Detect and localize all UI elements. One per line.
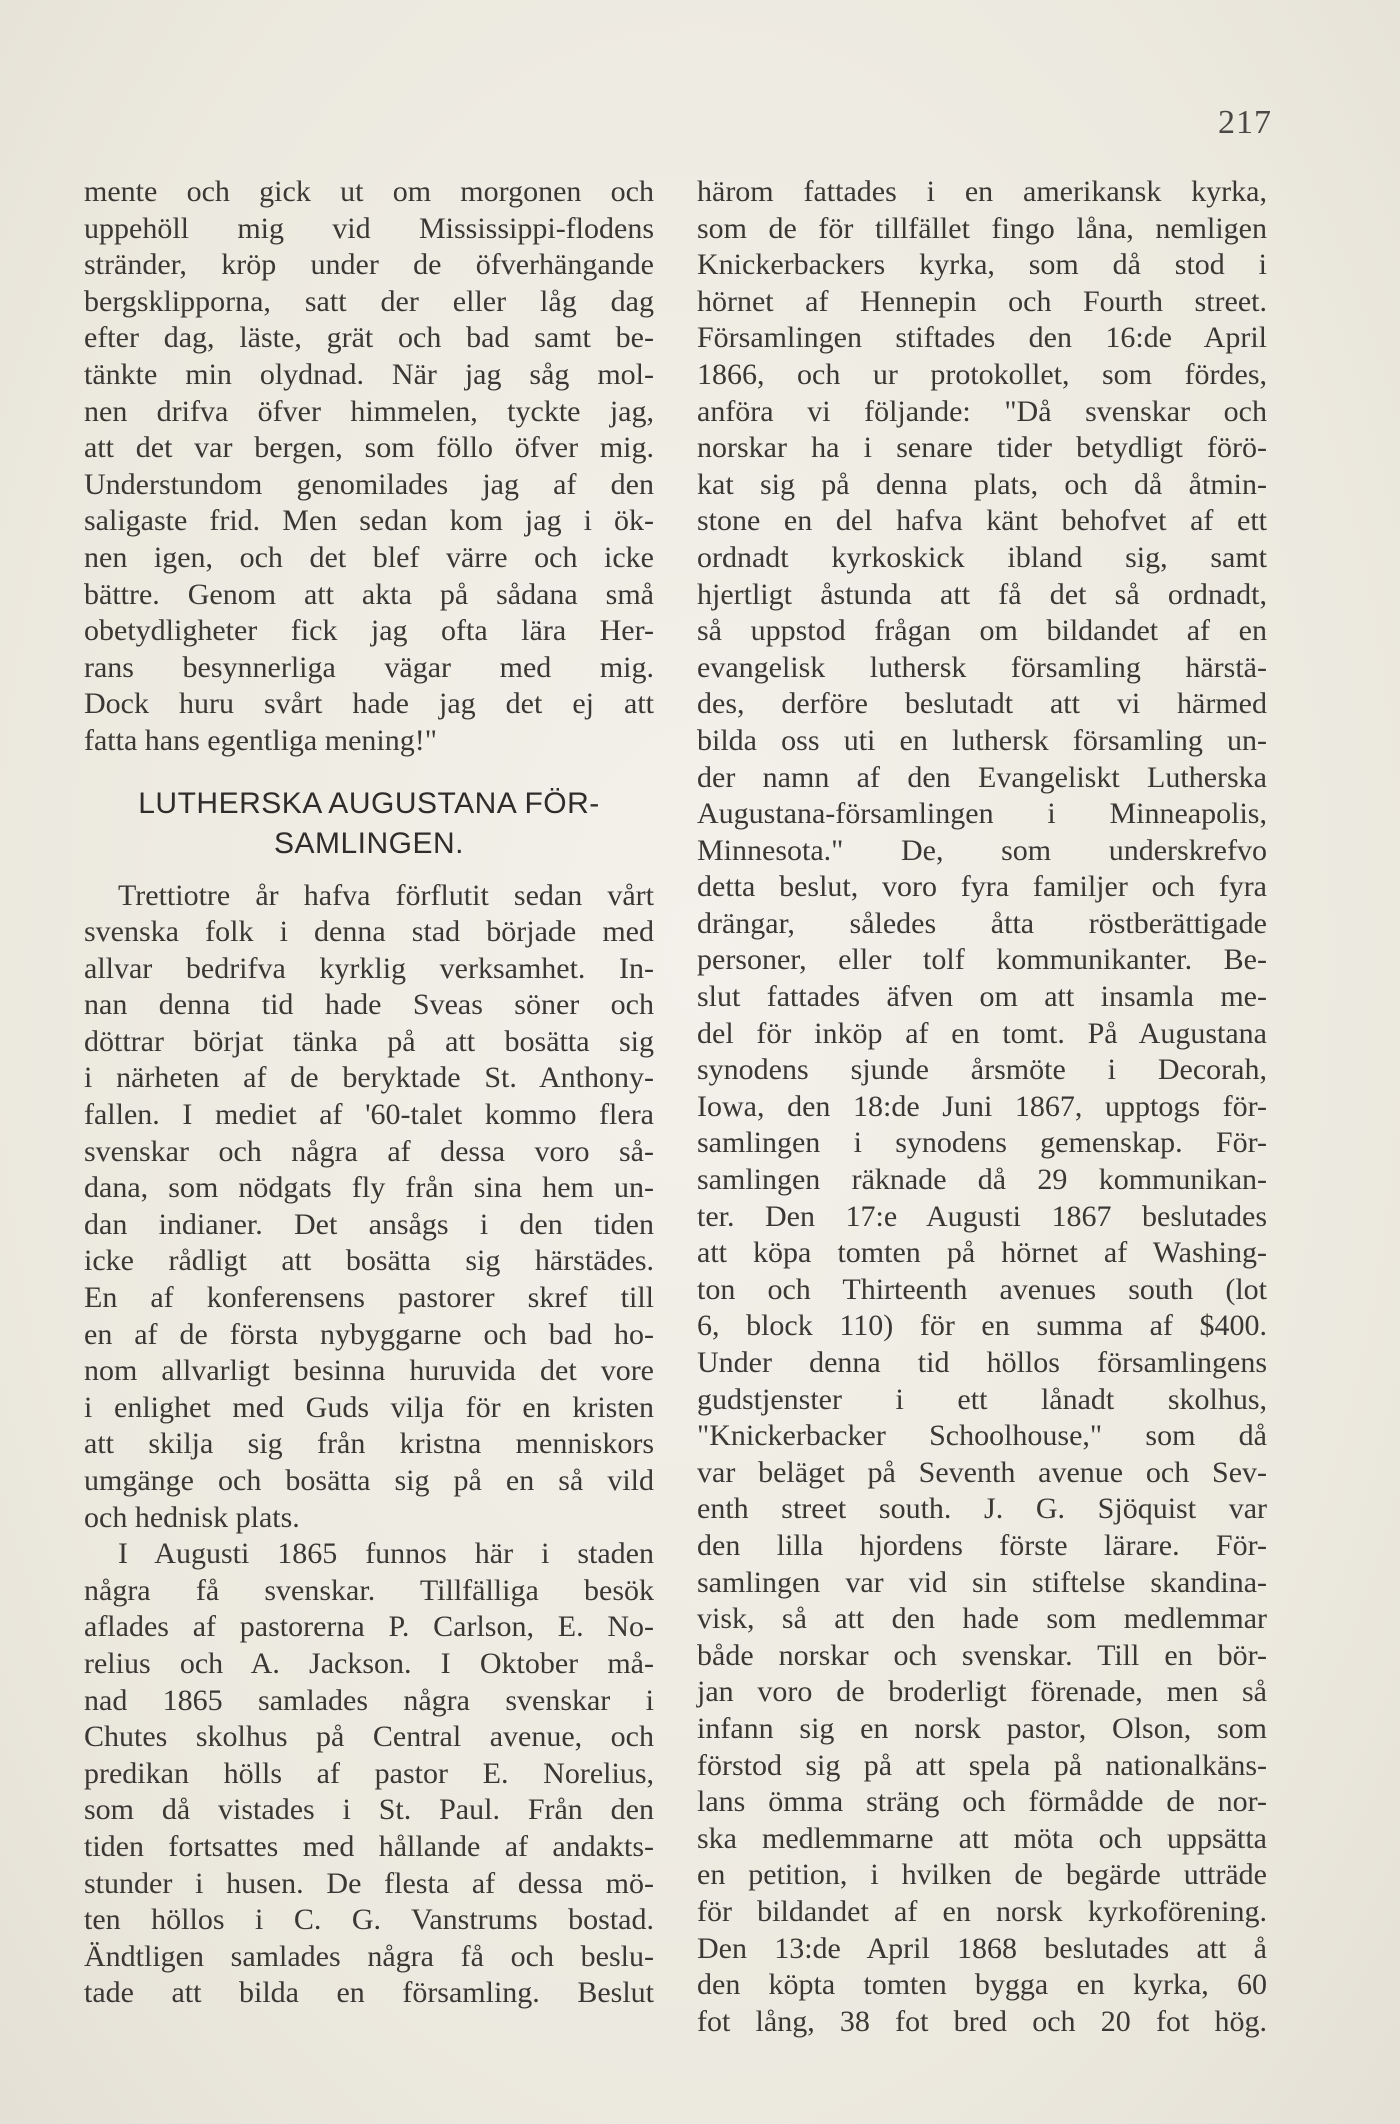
- text-line: ton och Thirteenth avenues south (lot: [697, 1272, 1267, 1306]
- text-line: Ändtligen samlades några få och beslu-: [84, 1939, 654, 1973]
- text-line: bättre. Genom att akta på sådana små: [84, 577, 654, 611]
- text-line: obetydligheter fick jag ofta lära Her-: [84, 614, 654, 648]
- section-heading-line-1: LUTHERSKA AUGUSTANA FÖR-: [138, 786, 600, 820]
- text-line: stunder i husen. De flesta af dessa mö-: [84, 1866, 654, 1900]
- text-line: Understundom genomilades jag af den: [84, 467, 654, 501]
- text-line: härom fattades i en amerikansk kyrka,: [697, 175, 1267, 208]
- text-line: evangelisk luthersk församling härstä-: [697, 650, 1267, 684]
- text-line: personer, eller tolf kommunikanter. Be-: [697, 943, 1267, 977]
- text-line: var beläget på Seventh avenue och Sev-: [697, 1455, 1267, 1489]
- text-line: anföra vi följande: "Då svenskar och: [697, 394, 1267, 428]
- text-line: Iowa, den 18:de Juni 1867, upptogs för-: [697, 1089, 1267, 1123]
- text-line: detta beslut, voro fyra familjer och fyra: [697, 870, 1267, 904]
- text-line: att skilja sig från kristna menniskors: [84, 1427, 654, 1461]
- text-line: hörnet af Hennepin och Fourth street.: [697, 284, 1267, 318]
- paragraph-2: [84, 1536, 654, 2012]
- text-line: hjertligt åstunda att få det så ordnadt,: [697, 577, 1267, 611]
- right-column-text: [697, 174, 1267, 2040]
- text-line: några få svenskar. Tillfälliga besök: [84, 1573, 654, 1607]
- text-line: fallen. I mediet af '60-talet kommo flera: [84, 1098, 654, 1132]
- text-line: 6, block 110) för en summa af $400.: [697, 1309, 1267, 1343]
- text-line: der namn af den Evangeliskt Lutherska: [697, 760, 1267, 794]
- text-line: Trettiotre år hafva förflutit sedan vårt: [118, 878, 654, 912]
- text-line: "Knickerbacker Schoolhouse," som då: [697, 1419, 1267, 1453]
- text-line: nad 1865 samlades några svenskar i: [84, 1683, 654, 1717]
- text-line: att köpa tomten på hörnet af Washing-: [697, 1236, 1267, 1270]
- text-line: efter dag, läste, grät och bad samt be-: [84, 321, 654, 355]
- text-line: uppehöll mig vid Mississippi-flodens: [84, 211, 654, 245]
- text-line: icke rådligt att bosätta sig härstädes.: [84, 1244, 654, 1278]
- page-number: 217: [1218, 104, 1272, 141]
- text-line: döttrar börjat tänka på att bosätta sig: [84, 1024, 654, 1058]
- text-line: tiden fortsattes med hållande af andakts-: [84, 1829, 654, 1863]
- text-line: nen drifva öfver himmelen, tyckte jag,: [84, 394, 654, 428]
- text-line: des, derföre beslutadt att vi härmed: [697, 687, 1267, 721]
- section-heading-line-2: SAMLINGEN.: [273, 826, 465, 860]
- text-line: för bildandet af en norsk kyrkoförening.: [697, 1894, 1267, 1928]
- text-line: den lilla hjordens förste lärare. För-: [697, 1528, 1267, 1562]
- intro-paragraph: [84, 174, 654, 760]
- text-line: lans ömma sträng och förmådde de nor-: [697, 1785, 1267, 1819]
- text-line: 1866, och ur protokollet, som fördes,: [697, 357, 1267, 391]
- text-line: gudstjenster i ett lånadt skolhus,: [697, 1382, 1267, 1416]
- text-line: Chutes skolhus på Central avenue, och: [84, 1720, 654, 1754]
- text-line: ordnadt kyrkoskick ibland sig, samt: [697, 540, 1267, 574]
- text-line: samlingen var vid sin stiftelse skandina-: [697, 1565, 1267, 1599]
- text-line: ten höllos i C. G. Vanstrums bostad.: [84, 1903, 654, 1937]
- text-line: kat sig på denna plats, och då åtmin-: [697, 467, 1267, 501]
- text-line: del för inköp af en tomt. På Augustana: [697, 1016, 1267, 1050]
- text-line: dana, som nödgats fly från sina hem un-: [84, 1171, 654, 1205]
- text-line: jan voro de broderligt förenade, men så: [697, 1675, 1267, 1709]
- paragraph-1: [84, 878, 654, 1537]
- text-line: enth street south. J. G. Sjöquist var: [697, 1492, 1267, 1526]
- text-line: allvar bedrifva kyrklig verksamhet. In-: [84, 951, 654, 985]
- right-column: [697, 174, 1267, 2040]
- text-line: tade att bilda en församling. Beslut: [84, 1976, 654, 2010]
- text-line: Minnesota." De, som underskrefvo: [697, 833, 1267, 867]
- text-line: nen igen, och det blef värre och icke: [84, 540, 654, 574]
- text-line: bilda oss uti en luthersk församling un-: [697, 723, 1267, 757]
- text-line: En af konferensens pastorer skref till: [84, 1281, 654, 1315]
- text-line: infann sig en norsk pastor, Olson, som: [697, 1711, 1267, 1745]
- text-line: Församlingen stiftades den 16:de April: [697, 321, 1267, 355]
- text-line: nom allvarligt besinna huruvida det vore: [84, 1354, 654, 1388]
- text-line: svenska folk i denna stad började med: [84, 915, 654, 949]
- text-line: umgänge och bosätta sig på en så vild: [84, 1464, 654, 1497]
- text-line: som de för tillfället fingo låna, nemligen: [697, 211, 1267, 245]
- text-line: och hednisk plats.: [84, 1500, 300, 1534]
- text-line: ter. Den 17:e Augusti 1867 beslutades: [697, 1199, 1267, 1233]
- text-line: fot lång, 38 fot bred och 20 fot hög.: [697, 2004, 1267, 2038]
- left-column: [84, 174, 654, 2012]
- text-line: samlingen räknade då 29 kommunikan-: [697, 1163, 1267, 1197]
- text-line: nan denna tid hade Sveas söner och: [84, 988, 654, 1022]
- text-line: i närheten af de beryktade St. Anthony-: [84, 1061, 654, 1095]
- text-line: den köpta tomten bygga en kyrka, 60: [697, 1968, 1267, 2002]
- text-line: predikan hölls af pastor E. Norelius,: [84, 1756, 654, 1790]
- text-line: både norskar och svenskar. Till en bör-: [697, 1638, 1267, 1672]
- text-line: som då vistades i St. Paul. Från den: [84, 1793, 654, 1827]
- text-line: norskar ha i senare tider betydligt förö-: [697, 431, 1267, 465]
- text-line: synodens sjunde årsmöte i Decorah,: [697, 1053, 1267, 1087]
- text-line: stone en del hafva känt behofvet af ett: [697, 504, 1267, 538]
- text-line: ska medlemmarne att möta och uppsätta: [697, 1821, 1267, 1855]
- text-line: Knickerbackers kyrka, som då stod i: [697, 248, 1267, 282]
- text-line: Under denna tid höllos församlingens: [697, 1346, 1267, 1379]
- text-line: att det var bergen, som föllo öfver mig.: [84, 431, 654, 465]
- text-line: mente och gick ut om morgonen och: [84, 175, 654, 208]
- text-line: tänkte min olydnad. När jag såg mol-: [84, 357, 654, 391]
- text-line: dan indianer. Det ansågs i den tiden: [84, 1207, 654, 1241]
- text-line: aflades af pastorerna P. Carlson, E. No-: [84, 1610, 654, 1644]
- text-line: Dock huru svårt hade jag det ej att: [84, 687, 654, 721]
- text-line: en petition, i hvilken de begärde utträde: [697, 1858, 1267, 1892]
- text-line: fatta hans egentliga mening!": [84, 723, 437, 757]
- text-line: slut fattades äfven om att insamla me-: [697, 980, 1267, 1014]
- text-line: en af de första nybyggarne och bad ho-: [84, 1317, 654, 1351]
- text-line: stränder, kröp under de öfverhängande: [84, 248, 654, 282]
- text-line: saligaste frid. Men sedan kom jag i ök-: [84, 504, 654, 538]
- text-line: relius och A. Jackson. I Oktober må-: [84, 1646, 654, 1680]
- text-line: I Augusti 1865 funnos här i staden: [118, 1537, 654, 1571]
- text-line: så uppstod frågan om bildandet af en: [697, 614, 1267, 648]
- text-line: drängar, således åtta röstberättigade: [697, 906, 1267, 940]
- text-line: rans besynnerliga vägar med mig.: [84, 650, 654, 684]
- text-line: förstod sig på att spela på nationalkäns-: [697, 1748, 1267, 1782]
- text-line: bergsklipporna, satt der eller låg dag: [84, 284, 654, 318]
- text-line: svenskar och några af dessa voro så-: [84, 1134, 654, 1168]
- text-line: visk, så att den hade som medlemmar: [697, 1602, 1267, 1636]
- text-line: i enlighet med Guds vilja för en kristen: [84, 1390, 654, 1424]
- text-line: Den 13:de April 1868 beslutades att å: [697, 1931, 1267, 1965]
- text-line: samlingen i synodens gemenskap. För-: [697, 1126, 1267, 1160]
- text-line: Augustana-församlingen i Minneapolis,: [697, 797, 1267, 831]
